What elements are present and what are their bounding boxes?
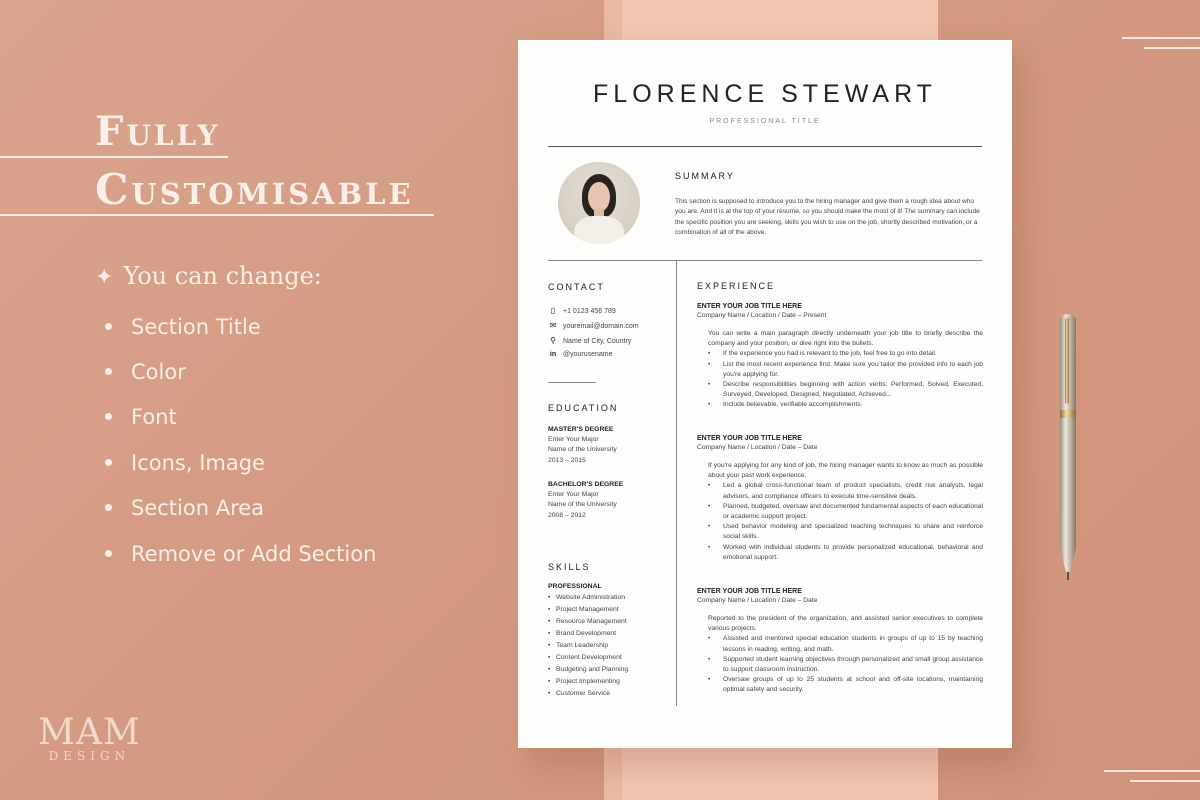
location-pin-icon: ⚲ bbox=[550, 336, 556, 345]
decor-line bbox=[1122, 37, 1200, 39]
headline-line-2: Customisable bbox=[95, 165, 414, 214]
decor-line bbox=[1104, 770, 1200, 772]
skills-heading: SKILLS bbox=[548, 562, 591, 572]
skill-item: • Website Administration bbox=[548, 592, 628, 604]
job-entry: ENTER YOUR JOB TITLE HERE Company Name / Location / Date – Date If you're applying for any kind of job, the hiring manager wants to know as much as possible about your past work experience. • Led a global cross-functional team of product specialists, credit risk analysts, legal advisors, and compliance officers to execute time-sensitive deals. • Planned, budgeted, oversaw and documented fundamental aspects of each educational or academic support project. • Used behavior modeling and specialized teaching techniques to share and reinforce social skills. • Worked with individual students to provide personalized educational, behavioral and emotional support. bbox=[697, 435, 983, 563]
contact-linkedin: in @yourusename bbox=[549, 351, 613, 358]
skill-item: • Content Development bbox=[548, 652, 628, 664]
feature-item bbox=[105, 315, 261, 339]
bullet-icon bbox=[105, 504, 112, 511]
subhead-text: You can change: bbox=[123, 262, 322, 290]
sparkle-icon: ✦ bbox=[95, 265, 114, 290]
profile-photo bbox=[558, 162, 640, 244]
education-heading: EDUCATION bbox=[548, 403, 619, 413]
feature-label: Color bbox=[131, 360, 186, 384]
feature-label: Section Title bbox=[131, 315, 261, 339]
feature-item bbox=[105, 451, 265, 475]
feature-item bbox=[105, 496, 264, 520]
resume-professional-title: PROFESSIONAL TITLE bbox=[709, 118, 821, 125]
education-item: MASTER'S DEGREE Enter Your Major Name of the University 2013 – 2015 bbox=[548, 426, 617, 464]
education-item: BACHELOR'S DEGREE Enter Your Major Name of the University 2008 – 2012 bbox=[548, 481, 624, 519]
header-divider bbox=[548, 146, 982, 147]
headline-underline bbox=[0, 156, 228, 158]
resume-name: FLORENCE STEWART bbox=[593, 80, 937, 108]
summary-text: This section is supposed to introduce you to the hiring manager and give them a rough idea about who you are. And it is at the top of your resume, so you should make the most of it! The summary can include the specific position you are seeking, skills you wish to use on the job, shortly described motivation, or a combination of all of the above. bbox=[675, 198, 980, 237]
headline-line-1: Fully bbox=[95, 108, 221, 155]
skill-item: • Customer Service bbox=[548, 688, 628, 700]
experience-heading: EXPERIENCE bbox=[697, 281, 776, 291]
skill-item: • Brand Development bbox=[548, 628, 628, 640]
bullet-icon bbox=[105, 459, 112, 466]
skill-item: • Team Leadership bbox=[548, 640, 628, 652]
skill-item: • Project Management bbox=[548, 604, 628, 616]
linkedin-icon: in bbox=[549, 351, 557, 358]
feature-label: Icons, Image bbox=[131, 451, 265, 475]
column-divider bbox=[676, 260, 677, 706]
decor-line bbox=[1130, 780, 1200, 782]
bullet-icon bbox=[105, 323, 112, 330]
skill-item: • Budgeting and Planning bbox=[548, 664, 628, 676]
contact-email: ✉ youremail@domain.com bbox=[549, 321, 639, 330]
feature-label: Remove or Add Section bbox=[131, 542, 377, 566]
feature-label: Section Area bbox=[131, 496, 265, 520]
subhead bbox=[95, 262, 322, 290]
contact-heading: CONTACT bbox=[548, 282, 605, 292]
section-divider bbox=[548, 260, 982, 261]
pen-icon bbox=[1057, 310, 1079, 582]
skills-list bbox=[548, 583, 628, 700]
bullet-icon bbox=[105, 550, 112, 557]
skill-item: • Project Implementing bbox=[548, 676, 628, 688]
phone-icon: ▯ bbox=[550, 306, 556, 315]
decor-line bbox=[1144, 47, 1200, 49]
headline-underline bbox=[0, 214, 434, 216]
bullet-icon bbox=[105, 368, 112, 375]
job-entry: ENTER YOUR JOB TITLE HERE Company Name / Location / Date – Date Reported to the president of the organization, and assisted senior executives to complete various projects. • Assisted and mentored special education students in groups of up to 15 by teaching lessons in reading, writing, and math. • Supported student learning objectives through personalized and small group assistance to support classroom instruction. • Oversaw groups of up to 25 students at school and off-site locations, maintaining optimal safety and security. bbox=[697, 588, 983, 696]
contact-divider bbox=[548, 382, 596, 383]
logo-subtext: DESIGN bbox=[48, 749, 131, 763]
brand-logo bbox=[38, 712, 141, 763]
skill-item: • Resource Management bbox=[548, 616, 628, 628]
summary-heading: SUMMARY bbox=[675, 171, 735, 181]
mail-icon: ✉ bbox=[549, 321, 557, 330]
contact-location: ⚲ Name of City, Country bbox=[548, 336, 631, 345]
logo-mark: MAM bbox=[38, 712, 141, 753]
feature-item bbox=[105, 360, 186, 384]
skills-group-title: PROFESSIONAL bbox=[548, 583, 602, 590]
resume-page bbox=[518, 40, 1012, 748]
contact-phone: ▯ +1 0123 456 789 bbox=[548, 306, 616, 315]
job-entry: ENTER YOUR JOB TITLE HERE Company Name / Location / Date – Present You can write a main paragraph directly underneath your job title to briefly describe the company and your position, or dive right into the bullets. • If the experience you had is relevant to the job, feel free to go into detail. • List the most recent experience first. Make sure you tailor the provided info to each job you're applying for. • Describe responsibilities beginning with action verbs: Performed, Solved, Executed, Surveyed, Developed, Designed, Negotiated, Achieved... • Include believable, verifiable accomplishments. bbox=[697, 303, 983, 411]
feature-label: Font bbox=[131, 405, 177, 429]
bullet-icon bbox=[105, 413, 112, 420]
feature-item bbox=[105, 405, 177, 429]
feature-item bbox=[105, 542, 376, 566]
